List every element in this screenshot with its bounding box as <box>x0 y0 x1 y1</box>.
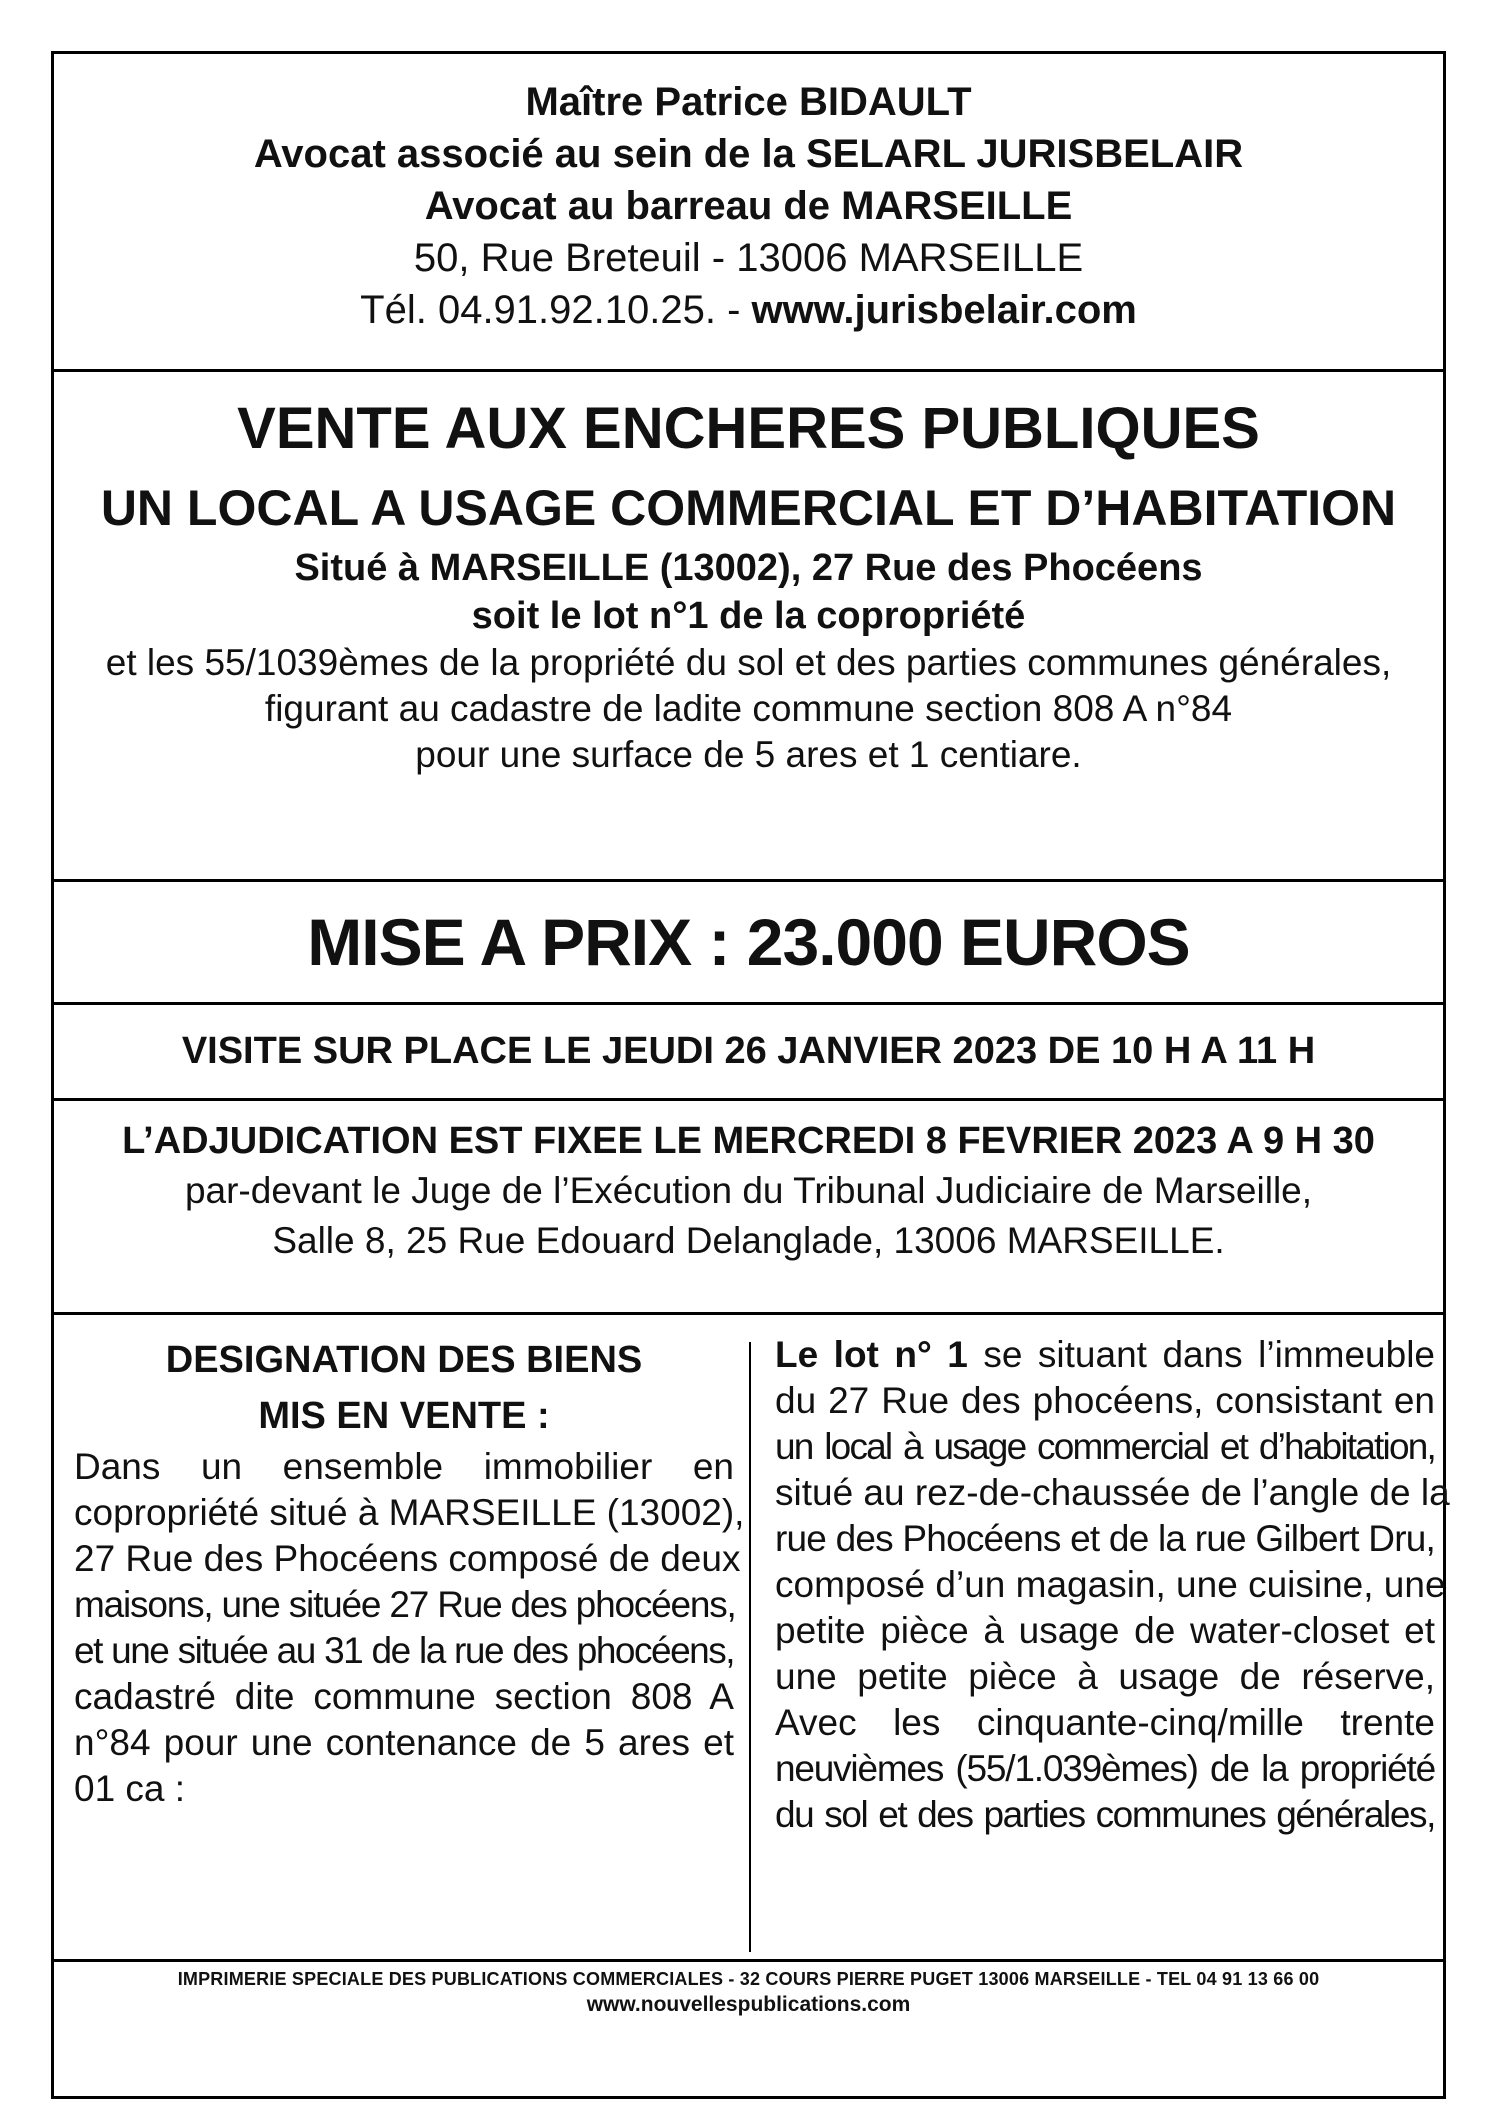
lawyer-phone: Tél. 04.91.92.10.25. - <box>360 288 752 332</box>
starting-price: MISE A PRIX : 23.000 EUROS <box>307 905 1190 979</box>
lot-line <box>775 1332 1435 1378</box>
designation-line: cadastré dite commune section 808 A <box>74 1676 734 1717</box>
designation-line: 01 ca : <box>74 1768 186 1809</box>
lot-line: petite pièce à usage de water-closet et <box>775 1610 1435 1651</box>
designation-title: DESIGNATION DES BIENS <box>165 1339 643 1381</box>
lot-line: composé d’un magasin, une cuisine, une <box>775 1564 1446 1605</box>
sale-detail: et les 55/1039èmes de la propriété du sol et des parties communes générales, <box>105 642 1392 683</box>
designation-line: et une située au 31 de la rue des phocéens, <box>74 1630 734 1671</box>
lot-line: une petite pièce à usage de réserve, <box>775 1656 1435 1697</box>
lot-line: un local à usage commercial et d’habitation, <box>775 1426 1435 1467</box>
lawyer-name: Maître Patrice BIDAULT <box>525 80 972 124</box>
designation-line: 27 Rue des Phocéens composé de deux <box>74 1538 741 1579</box>
sale-subtitle: UN LOCAL A USAGE COMMERCIAL ET D’HABITATION <box>100 480 1397 536</box>
lot-column <box>775 1332 1450 1838</box>
lawyer-address: 50, Rue Breteuil - 13006 MARSEILLE <box>413 236 1084 280</box>
sale-section <box>54 392 1443 778</box>
sale-detail: figurant au cadastre de ladite commune section 808 A n°84 <box>264 688 1233 729</box>
designation-line: Dans un ensemble immobilier en <box>74 1446 734 1487</box>
divider <box>54 369 1443 372</box>
adjudication-court: par-devant le Juge de l’Exécution du Tribunal Judiciaire de Marseille, <box>184 1170 1313 1211</box>
lot-text: se situant dans l’immeuble <box>967 1334 1436 1375</box>
designation-title: MIS EN VENTE : <box>258 1395 550 1437</box>
visit-section <box>54 1005 1443 1098</box>
designation-line: copropriété situé à MARSEILLE (13002), <box>74 1492 745 1533</box>
divider <box>54 1312 1443 1315</box>
designation-column <box>74 1332 745 1812</box>
lawyer-website-link[interactable]: www.jurisbelair.com <box>751 288 1137 332</box>
printer-info: IMPRIMERIE SPECIALE DES PUBLICATIONS COMMERCIALES - 32 COURS PIERRE PUGET 13006 MARSEILLE - TEL 04 91 13 66 00 <box>177 1969 1320 1989</box>
visit-date: VISITE SUR PLACE LE JEUDI 26 JANVIER 2023 DE 10 H A 11 H <box>181 1030 1316 1072</box>
legal-notice <box>51 51 1450 2099</box>
lot-line: du sol et des parties communes générales, <box>775 1794 1435 1835</box>
adjudication-section <box>54 1116 1443 1266</box>
sale-lot: soit le lot n°1 de la copropriété <box>471 595 1026 637</box>
lawyer-header <box>54 76 1443 336</box>
lawyer-contact <box>54 284 1443 336</box>
printer-website-link[interactable]: www.nouvellespublications.com <box>586 1993 911 2016</box>
printer-footer <box>54 1966 1443 2018</box>
divider <box>54 1959 1443 1962</box>
designation-line: maisons, une située 27 Rue des phocéens, <box>74 1584 736 1625</box>
adjudication-address: Salle 8, 25 Rue Edouard Delanglade, 13006 MARSEILLE. <box>272 1220 1225 1261</box>
sale-location: Situé à MARSEILLE (13002), 27 Rue des Phocéens <box>294 547 1203 589</box>
lot-line: Avec les cinquante-cinq/mille trente <box>775 1702 1435 1743</box>
lot-line: du 27 Rue des phocéens, consistant en <box>775 1380 1435 1421</box>
lot-line: neuvièmes (55/1.039èmes) de la propriété <box>775 1748 1435 1789</box>
lot-lead: Le lot n° 1 <box>775 1334 968 1375</box>
divider <box>54 1098 1443 1101</box>
sale-title: VENTE AUX ENCHERES PUBLIQUES <box>237 396 1260 461</box>
column-divider <box>749 1342 751 1952</box>
designation-line: n°84 pour une contenance de 5 ares et <box>74 1722 734 1763</box>
lawyer-firm: Avocat associé au sein de la SELARL JURISBELAIR <box>253 132 1244 176</box>
lot-line: rue des Phocéens et de la rue Gilbert Dru, <box>775 1518 1435 1559</box>
lot-line: situé au rez-de-chaussée de l’angle de la <box>775 1472 1450 1513</box>
price-section <box>54 882 1443 1002</box>
sale-detail: pour une surface de 5 ares et 1 centiare. <box>415 734 1082 775</box>
lawyer-bar: Avocat au barreau de MARSEILLE <box>424 184 1073 228</box>
adjudication-title: L’ADJUDICATION EST FIXEE LE MERCREDI 8 FEVRIER 2023 A 9 H 30 <box>122 1120 1375 1162</box>
